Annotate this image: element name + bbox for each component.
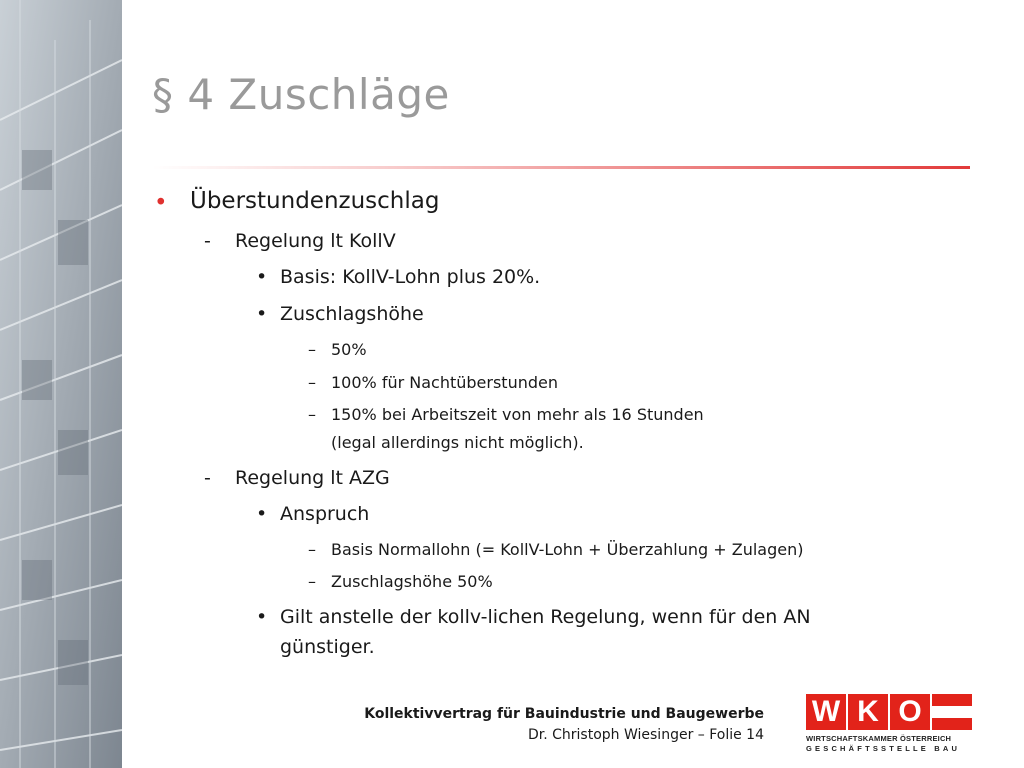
building-facade-image [0, 0, 122, 768]
list-item: Regelung lt KollV [235, 230, 396, 252]
list-item: 100% für Nachtüberstunden [331, 373, 558, 392]
dash-marker: – [308, 572, 316, 591]
dash-marker: – [308, 373, 316, 392]
bullet-marker: • [154, 190, 168, 216]
list-item-continuation: günstiger. [280, 636, 375, 658]
footer-author-slide: Dr. Christoph Wiesinger – Folie 14 [527, 727, 764, 743]
bullet-marker: • [256, 266, 268, 288]
logo-letter: K [848, 694, 888, 730]
list-item: 150% bei Arbeitszeit von mehr als 16 Stunden [331, 405, 704, 424]
bullet-marker: • [256, 303, 268, 325]
list-item: Zuschlagshöhe 50% [331, 572, 493, 591]
list-item: Anspruch [280, 503, 370, 525]
austria-flag-icon [932, 694, 972, 730]
logo-letter: W [806, 694, 846, 730]
list-item: Basis Normallohn (= KollV-Lohn + Überzahlung + Zulagen) [331, 540, 804, 559]
dash-marker: – [308, 405, 316, 424]
title-divider [152, 166, 970, 169]
bullet-marker: • [256, 503, 268, 525]
logo-letter: O [890, 694, 930, 730]
footer-title: Kollektivvertrag für Bauindustrie und Baugewerbe [364, 706, 764, 722]
list-item: 50% [331, 340, 367, 359]
logo-subtitle: GESCHÄFTSSTELLE BAU [806, 744, 961, 753]
dash-marker: – [308, 340, 316, 359]
list-item: Basis: KollV-Lohn plus 20%. [280, 266, 541, 288]
list-item-continuation: (legal allerdings nicht möglich). [331, 433, 584, 452]
dash-marker: - [204, 467, 211, 489]
dash-marker: - [204, 230, 211, 252]
bullet-marker: • [256, 606, 268, 628]
list-item: Gilt anstelle der kollv-lichen Regelung, wenn für den AN [280, 606, 811, 628]
slide-title: § 4 Zuschläge [152, 70, 450, 119]
list-item: Zuschlagshöhe [280, 303, 424, 325]
logo-subtitle: WIRTSCHAFTSKAMMER ÖSTERREICH [806, 734, 952, 743]
wko-logo [806, 692, 972, 754]
dash-marker: – [308, 540, 316, 559]
list-item: Regelung lt AZG [235, 467, 390, 489]
list-item: Überstundenzuschlag [190, 188, 440, 214]
